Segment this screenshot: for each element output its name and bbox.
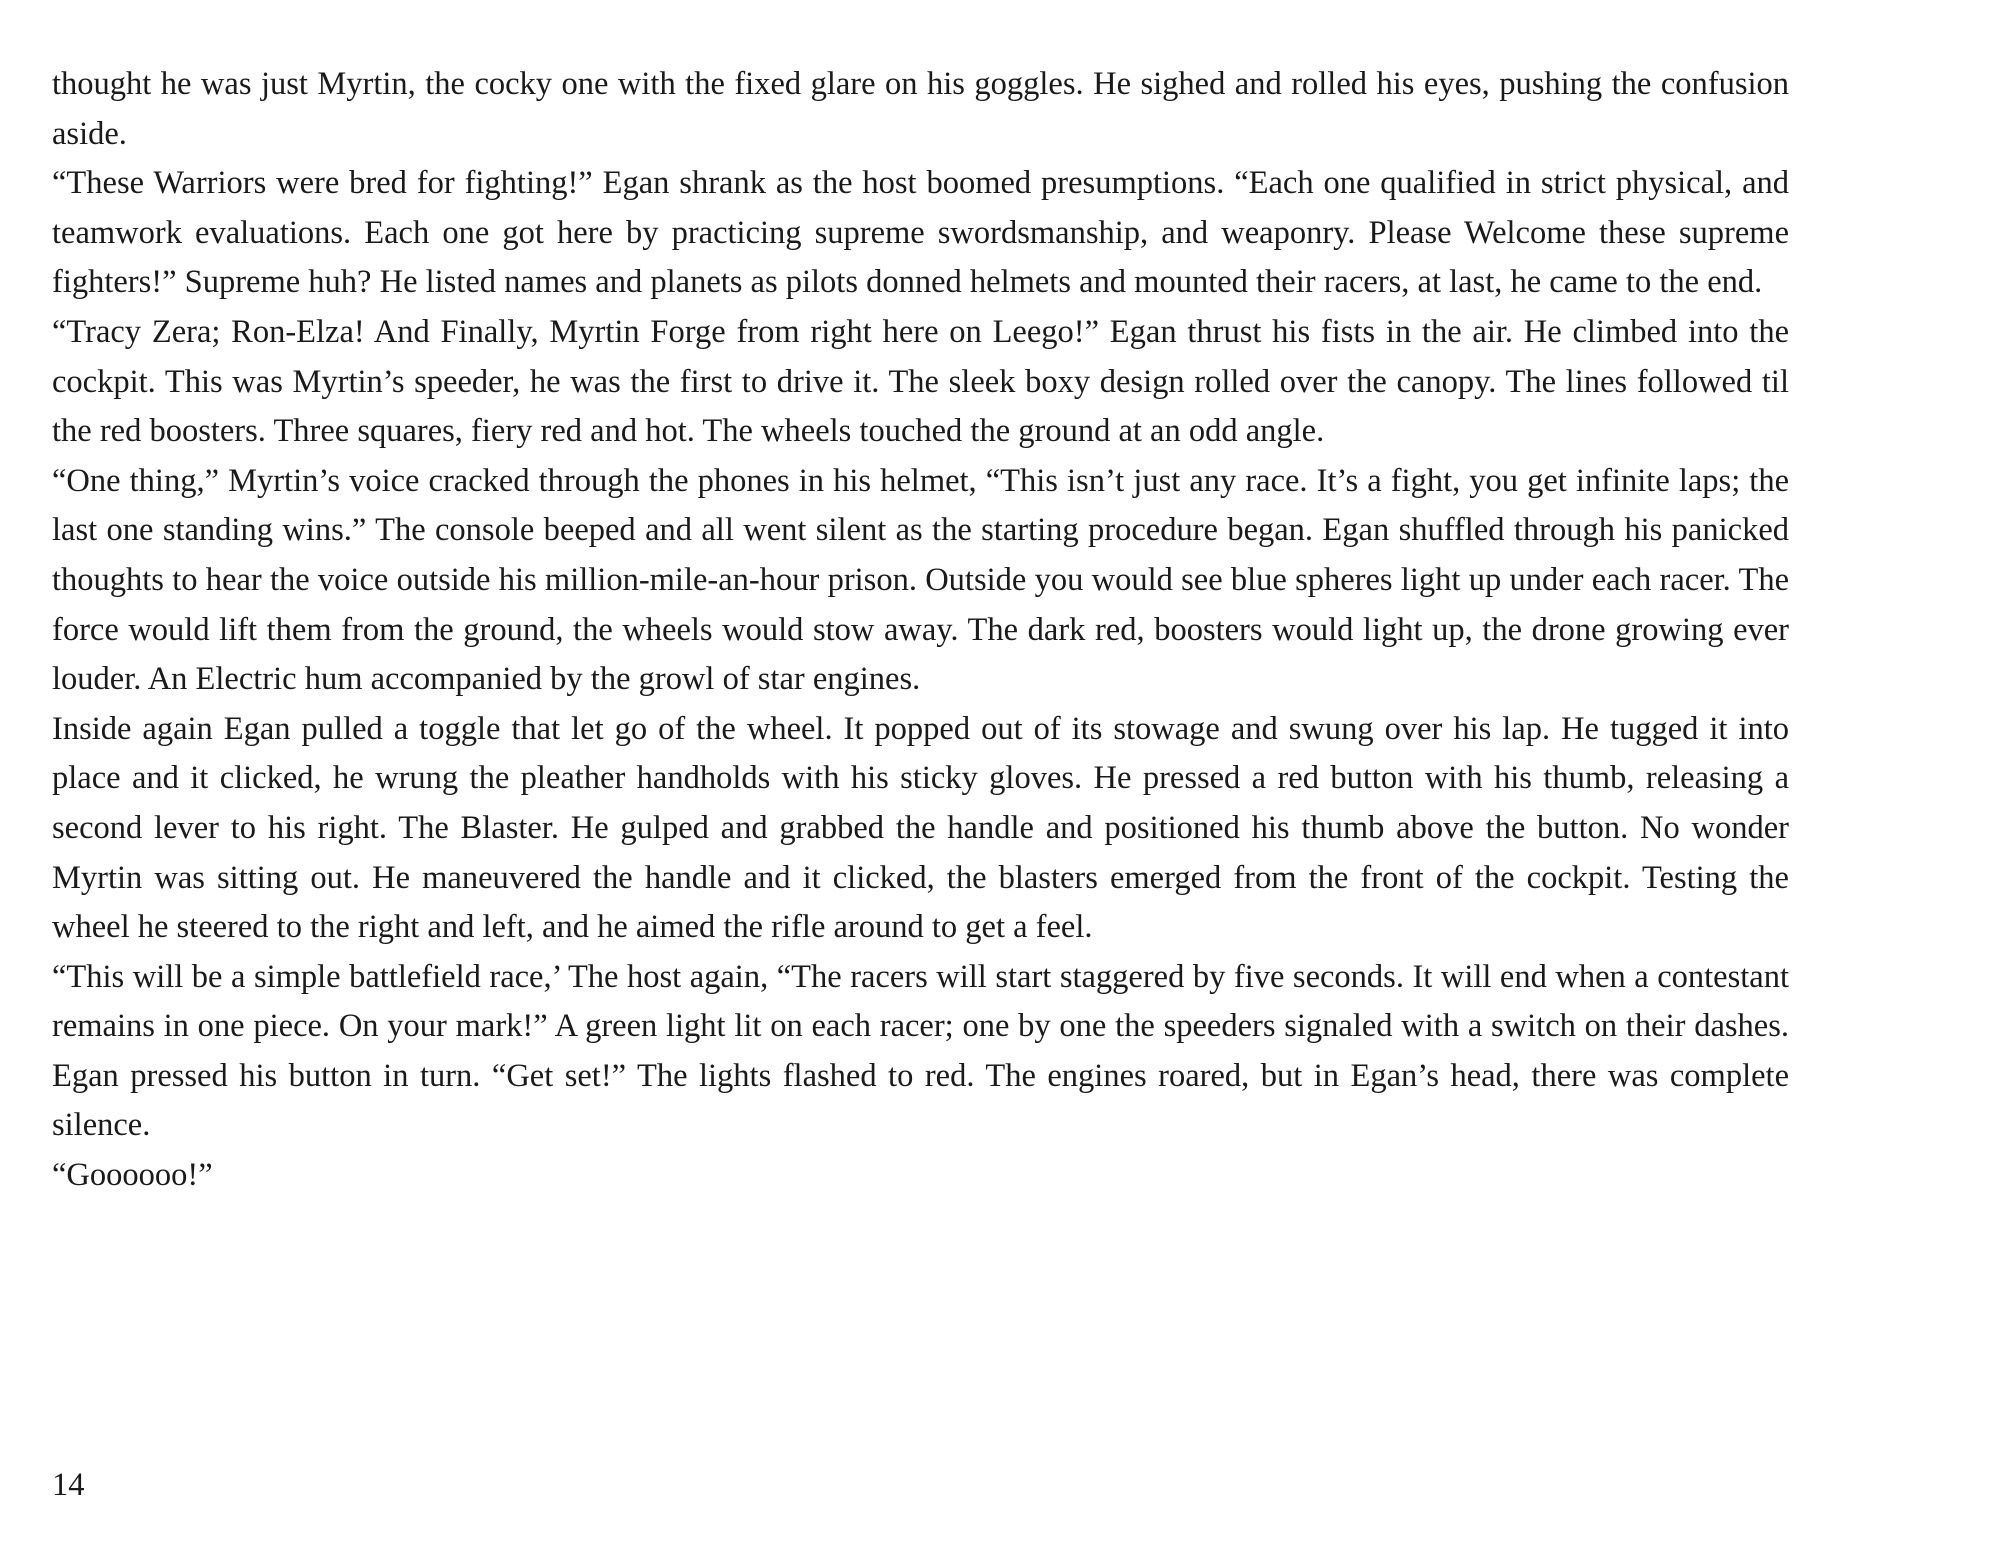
body-text xyxy=(52,60,1789,1201)
paragraph-4: “One thing,” Myrtin’s voice cracked through the phones in his helmet, “This isn’t just any race. It’s a fight, you get infinite laps; the last one standing wins.” The console beeped and all went silent as the starting procedure began. Egan shuffled through his panicked thoughts to hear the voice outside his million-mile-an-hour prison. Outside you would see blue spheres light up under each racer. The force would lift them from the ground, the wheels would stow away. The dark red, boosters would light up, the drone growing ever louder. An Electric hum accompanied by the growl of star engines. xyxy=(52,462,1789,698)
page-number: 14 xyxy=(52,1467,85,1503)
paragraph-7: “Goooooo!” xyxy=(52,1157,213,1194)
paragraph-5: Inside again Egan pulled a toggle that let go of the wheel. It popped out of its stowage and swung over his lap. He tugged it into place and it clicked, he wrung the pleather handholds with his sticky gloves. He pressed a red button with his thumb, releasing a second lever to his right. The Blaster. He gulped and grabbed the handle and positioned his thumb above the button. No wonder Myrtin was sitting out. He maneuvered the handle and it clicked, the blasters emerged from the front of the cockpit. Testing the wheel he steered to the right and left, and he aimed the rifle around to get a feel. xyxy=(52,710,1789,946)
paragraph-2: “These Warriors were bred for fighting!” Egan shrank as the host boomed presumptions. “Each one qualified in strict physical, and teamwork evaluations. Each one got here by practicing supreme swordsmanship, and weaponry. Please Welcome these supreme fighters!” Supreme huh? He listed names and planets as pilots donned helmets and mounted their racers, at last, he came to the end. xyxy=(52,165,1789,301)
paragraph-3: “Tracy Zera; Ron-Elza! And Finally, Myrtin Forge from right here on Leego!” Egan thrust his fists in the air. He climbed into the cockpit. This was Myrtin’s speeder, he was the first to drive it. The sleek boxy design rolled over the canopy. The lines followed til the red boosters. Three squares, fiery red and hot. The wheels touched the ground at an odd angle. xyxy=(52,313,1789,450)
paragraph-1: thought he was just Myrtin, the cocky one with the fixed glare on his goggles. He sighed and rolled his eyes, pushing the confusion aside. xyxy=(52,66,1789,152)
paragraph-6: “This will be a simple battlefield race,’ The host again, “The racers will start staggered by five seconds. It will end when a contestant remains in one piece. On your mark!” A green light lit on each racer; one by one the speeders signaled with a switch on their dashes. Egan pressed his button in turn. “Get set!” The lights flashed to red. The engines roared, but in Egan’s head, there was complete silence. xyxy=(52,958,1789,1144)
